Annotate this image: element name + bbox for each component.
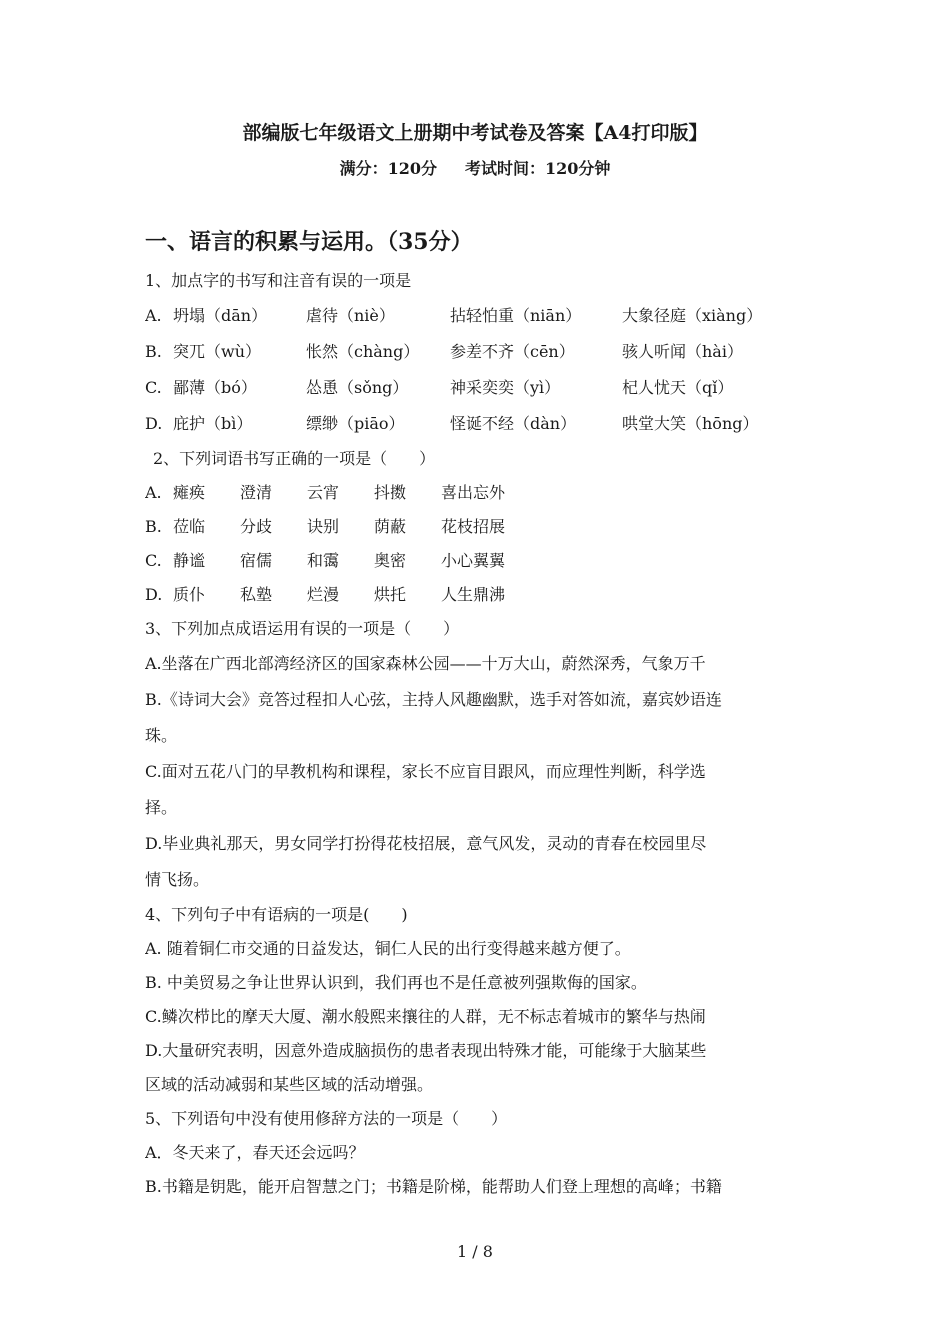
q2-option-b: [145, 510, 813, 544]
q3-option-c: C.面对五花八门的早教机构和课程，家长不应盲目跟风，而应理性判断，科学选: [145, 762, 706, 781]
q4-option-c: C.鳞次栉比的摩天大厦、潮水般熙来攘往的人群，无不标志着城市的繁华与热闹: [145, 1007, 706, 1026]
option-word: 质仆: [173, 585, 206, 604]
q3-option-b: B.《诗词大会》竞答过程扣人心弦，主持人风趣幽默，选手对答如流，嘉宾妙语连: [145, 690, 722, 709]
q3-option-a: A.坐落在广西北部湾经济区的国家森林公园——十万大山，蔚然深秀，气象万千: [145, 654, 706, 673]
option-item: 哄堂大笑（hōng）: [622, 414, 759, 433]
option-item: 庇护（bì）: [173, 414, 253, 433]
option-word: 诀别: [307, 517, 340, 536]
option-item: 怪诞不经（dàn）: [450, 414, 577, 433]
q5-stem: 5、下列语句中没有使用修辞方法的一项是（ ）: [145, 1109, 508, 1128]
option-word: 喜出忘外: [441, 483, 506, 502]
option-word: 澄清: [240, 483, 273, 502]
q1-option-c: [145, 370, 813, 406]
q3-stem: 3、下列加点成语运用有误的一项是（ ）: [145, 619, 460, 638]
page-title: 部编版七年级语文上册期中考试卷及答案【A4打印版】: [242, 122, 708, 144]
option-item: 杞人忧天（qǐ）: [622, 378, 734, 397]
option-word: 荫蔽: [374, 517, 407, 536]
option-word: 宿儒: [240, 551, 273, 570]
q3-option-d: D.毕业典礼那天，男女同学打扮得花枝招展，意气风发，灵动的青春在校园里尽: [145, 834, 707, 853]
option-item: 虐待（niè）: [306, 306, 395, 325]
option-word: 奥密: [374, 551, 407, 570]
option-word: 静谧: [173, 551, 206, 570]
q5-option-b: B.书籍是钥匙，能开启智慧之门；书籍是阶梯，能帮助人们登上理想的高峰；书籍: [145, 1177, 722, 1196]
option-word: 抖擞: [374, 483, 407, 502]
questions: [145, 264, 813, 1204]
q1-option-b: [145, 334, 813, 370]
option-label: C.: [145, 378, 162, 397]
option-item: 坍塌（dān）: [173, 306, 268, 325]
option-item: 怅然（chàng）: [306, 342, 420, 361]
option-label: C.: [145, 551, 162, 570]
q2-option-c: [145, 544, 813, 578]
option-label: A.: [145, 306, 162, 325]
q5-option-a: A．冬天来了，春天还会远吗？: [145, 1143, 365, 1162]
option-item: 拈轻怕重（niān）: [450, 306, 582, 325]
option-word: 和霭: [307, 551, 340, 570]
option-item: 缥缈（piāo）: [306, 414, 405, 433]
option-label: D.: [145, 585, 163, 604]
option-word: 私塾: [240, 585, 273, 604]
option-word: 小心翼翼: [441, 551, 506, 570]
option-label: B.: [145, 517, 162, 536]
q3-option-b-cont: 珠。: [145, 726, 178, 745]
option-word: 花枝招展: [441, 517, 506, 536]
q2-option-a: [145, 476, 813, 510]
section-heading: 一、语言的积累与运用。（35分）: [145, 229, 473, 255]
q3-option-c-cont: 择。: [145, 798, 178, 817]
full-score: 满分：120分: [339, 159, 437, 178]
option-item: 突兀（wù）: [173, 342, 262, 361]
q2-option-d: [145, 578, 813, 612]
option-label: A.: [145, 483, 162, 502]
page-number: 1 / 8: [457, 1242, 493, 1261]
option-word: 莅临: [173, 517, 206, 536]
exam-time: 考试时间：120分钟: [465, 159, 611, 178]
option-item: 大象径庭（xiàng）: [622, 306, 763, 325]
option-word: 分歧: [240, 517, 273, 536]
exam-info: [0, 154, 950, 184]
option-word: 烂漫: [307, 585, 340, 604]
q1-option-a: [145, 298, 813, 334]
option-label: D.: [145, 414, 163, 433]
option-item: 骇人听闻（hài）: [622, 342, 743, 361]
q1-option-d: [145, 406, 813, 442]
q1-stem: 1、加点字的书写和注音有误的一项是: [145, 271, 412, 290]
option-item: 参差不齐（cēn）: [450, 342, 575, 361]
q4-option-d-cont: 区域的活动减弱和某些区域的活动增强。: [145, 1075, 434, 1094]
option-item: 神采奕奕（yì）: [450, 378, 561, 397]
q4-option-a: A. 随着铜仁市交通的日益发达，铜仁人民的出行变得越来越方便了。: [145, 939, 631, 958]
q3-option-d-cont: 情飞扬。: [145, 870, 210, 889]
option-label: B.: [145, 342, 162, 361]
option-word: 云宵: [307, 483, 340, 502]
q4-option-d: D.大量研究表明，因意外造成脑损伤的患者表现出特殊才能，可能缘于大脑某些: [145, 1041, 707, 1060]
q4-stem: 4、下列句子中有语病的一项是( ): [145, 905, 408, 924]
option-word: 烘托: [374, 585, 407, 604]
option-item: 鄙薄（bó）: [173, 378, 257, 397]
option-item: 怂恿（sǒng）: [306, 378, 409, 397]
q4-option-b: B. 中美贸易之争让世界认识到，我们再也不是任意被列强欺侮的国家。: [145, 973, 647, 992]
option-word: 人生鼎沸: [441, 585, 506, 604]
option-word: 瘫痪: [173, 483, 206, 502]
q2-stem: 2、下列词语书写正确的一项是（ ）: [153, 449, 436, 468]
